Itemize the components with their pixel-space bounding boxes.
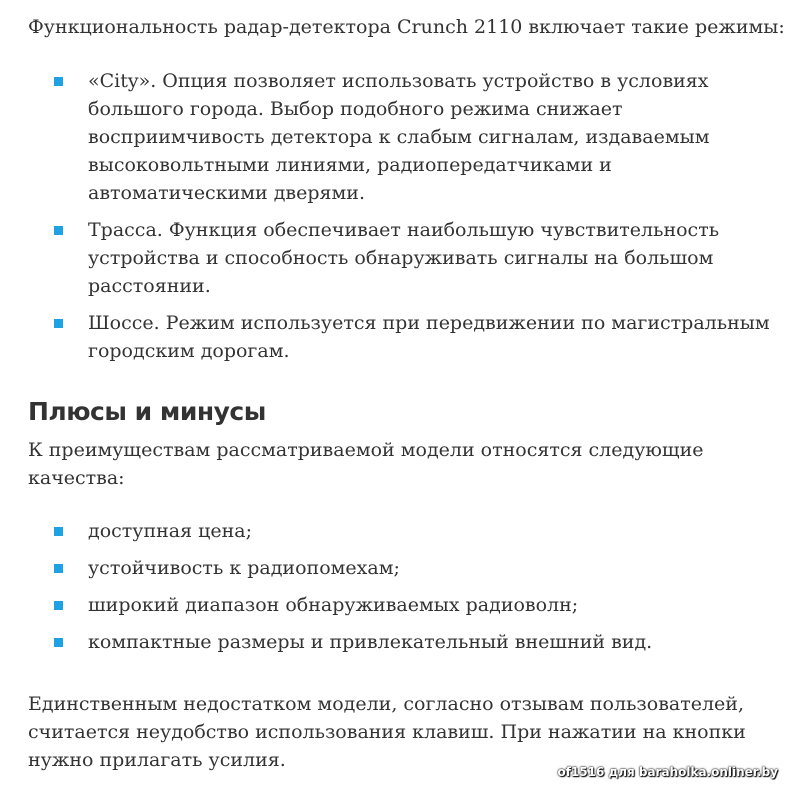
- square-bullet-icon: [54, 77, 63, 86]
- pros-intro-paragraph: К преимуществам рассматриваемой модели относятся следующие качества:: [28, 439, 704, 489]
- square-bullet-icon: [54, 638, 63, 647]
- square-bullet-icon: [54, 226, 63, 235]
- modes-list: [28, 67, 788, 365]
- list-item-text: Шоссе. Режим используется при передвижении по магистральным городским дорогам.: [88, 312, 770, 362]
- list-item: [28, 517, 788, 545]
- square-bullet-icon: [54, 564, 63, 573]
- article: [28, 0, 788, 774]
- list-item: [28, 554, 788, 582]
- pros-list: [28, 517, 788, 656]
- list-item-text: широкий диапазон обнаруживаемых радиоволн;: [88, 594, 579, 616]
- list-item: [28, 216, 788, 300]
- list-item: [28, 591, 788, 619]
- cons-paragraph: Единственным недостатком модели, согласно отзывам пользователей, считается неудобство использования клавиш. При нажатии на кнопки нужно прилагать усилия.: [28, 693, 746, 771]
- list-item: [28, 309, 788, 365]
- square-bullet-icon: [54, 601, 63, 610]
- modes-intro-paragraph: Функциональность радар-детектора Crunch 2110 включает такие режимы:: [28, 16, 785, 38]
- watermark: of1516 для baraholka.onliner.by: [557, 765, 778, 779]
- list-item-text: Трасса. Функция обеспечивает наибольшую чувствительность устройства и способность обнаруживать сигналы на большом расстоянии.: [88, 219, 720, 297]
- square-bullet-icon: [54, 527, 63, 536]
- list-item-text: компактные размеры и привлекательный внешний вид.: [88, 631, 653, 653]
- list-item-text: «City». Опция позволяет использовать устройство в условиях большого города. Выбор подобного режима снижает восприимчивость детектора к слабым сигналам, издаваемым высоковольтными линиями, радиопередатчиками и автоматическими дверями.: [88, 70, 710, 204]
- list-item: [28, 67, 788, 207]
- list-item-text: доступная цена;: [88, 520, 253, 542]
- square-bullet-icon: [54, 319, 63, 328]
- section-heading: Плюсы и минусы: [28, 397, 266, 426]
- list-item-text: устойчивость к радиопомехам;: [88, 557, 400, 579]
- list-item: [28, 628, 788, 656]
